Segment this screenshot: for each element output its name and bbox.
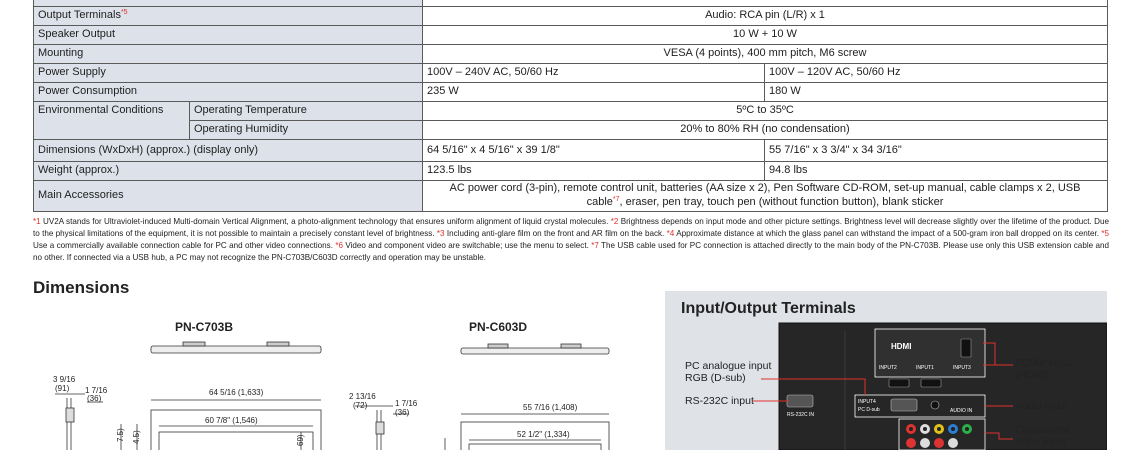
- hdmi-port-input1: [921, 379, 941, 387]
- footnote-mark: *7: [591, 241, 599, 250]
- spec-table: [33, 0, 1108, 212]
- row-label: Power Consumption: [34, 83, 423, 102]
- row-value-c603: 100V – 120V AC, 50/60 Hz: [765, 64, 1108, 83]
- spec-row-main-accessories: [34, 181, 1108, 212]
- spec-row-speaker-output: [34, 26, 1108, 45]
- row-value: 5ºC to 35ºC: [423, 102, 1108, 121]
- panel-label: AUDIO IN: [950, 408, 973, 414]
- row-label: Dimensions (WxDxH) (approx.) (display only): [34, 140, 423, 162]
- footnote-mark: *2: [610, 217, 619, 226]
- spec-row-weight: [34, 162, 1108, 181]
- row-sublabel: Operating Humidity: [190, 121, 423, 140]
- dim-label: 64 5/16 (1,633): [209, 388, 264, 397]
- dim-label: 69): [296, 434, 305, 446]
- dimensions-heading: Dimensions: [33, 278, 130, 297]
- row-value: 10 W + 10 W: [423, 26, 1108, 45]
- row-value: VESA (4 points), 400 mm pitch, M6 screw: [423, 45, 1108, 64]
- dim-label: 60 7/8" (1,546): [205, 416, 258, 425]
- spec-row-power-consumption: [34, 83, 1108, 102]
- panel-label: INPUT4: [858, 399, 876, 405]
- io-label-component: Component video input: [1015, 424, 1070, 448]
- dim-label: (91): [55, 384, 70, 393]
- spec-row-dimensions: [34, 140, 1108, 162]
- model-label-c703: PN-C703B: [175, 320, 234, 334]
- spec-row-mounting: [34, 45, 1108, 64]
- row-value-c703: 123.5 lbs: [423, 162, 765, 181]
- panel-label: INPUT2: [879, 365, 897, 371]
- row-value-c703: 235 W: [423, 83, 765, 102]
- row-sublabel: Operating Temperature: [190, 102, 423, 121]
- dim-label: (36): [395, 408, 410, 417]
- panel-label: INPUT3: [953, 365, 971, 371]
- footnote-text: Video and component video are switchable; use the menu to select.: [342, 241, 592, 250]
- footnote-ref: *7: [612, 196, 620, 203]
- row-value-c603: 180 W: [765, 83, 1108, 102]
- footnote-mark: *1: [33, 217, 41, 226]
- panel-label: INPUT1: [916, 365, 934, 371]
- row-label: Main Accessories: [34, 181, 423, 212]
- dim-label: 55 7/16 (1,408): [523, 403, 578, 412]
- c703-top-view: [151, 342, 321, 353]
- footnote-mark: *5: [1101, 229, 1110, 238]
- hdmi-port-input3: [961, 339, 971, 357]
- footnote-mark: *4: [666, 229, 675, 238]
- dim-label: 2 13/16: [349, 392, 376, 401]
- hdmi-logo: HDMI: [891, 342, 912, 351]
- footnote-text: UV2A stands for Ultraviolet-induced Multi-domain Vertical Alignment, a photo-alignment technology that ensures uniform alignment of liquid crystal molecules.: [40, 217, 611, 226]
- c603-top-view: [461, 344, 609, 354]
- dim-label: 7.5): [116, 428, 125, 442]
- row-value-c703: 64 5/16" x 4 5/16" x 39 1/8": [423, 140, 765, 162]
- footnote-mark: *6: [335, 241, 343, 250]
- footnote-text: Approximate distance at which the glass panel can withstand the impact of a 500-gram iron ball dropped on its center.: [674, 229, 1102, 238]
- row-value-c603: 94.8 lbs: [765, 162, 1108, 181]
- footnote-text: The USB cable used for PC connection is attached directly to the main body of the PN-C703B. Please use only this USB extension cable and no other. If connected via a USB hub, a PC may not recognize the PN-C703B/C603D correctly and operation may be unstable.: [33, 241, 1109, 262]
- io-label-pc-analogue: PC analogue input RGB (D-sub): [685, 360, 772, 384]
- footnote-text: Brightness depends on input mode and other picture settings. Brightness level will decrease slightly over the lifetime of the product. Due to the physical limitations of the equipment, it is not possible to maintain a precisely constant level of brightness.: [33, 217, 1109, 238]
- io-terminals-panel: [665, 291, 1107, 450]
- row-label: Mounting: [34, 45, 423, 64]
- io-label-pc-av-hdmi: PC/AV input (HDMI): [1015, 357, 1072, 381]
- hdmi-port-input2: [889, 379, 909, 387]
- dim-label: 52 1/2" (1,334): [517, 430, 570, 439]
- spec-row-operating-temperature: [34, 102, 1108, 121]
- accessories-line-2b: , eraser, pen tray, touch pen (without function button), blank sticker: [619, 196, 944, 208]
- row-label: Power Supply: [34, 64, 423, 83]
- spec-row-power-supply: [34, 64, 1108, 83]
- audio-port: [931, 401, 939, 409]
- model-label-c603: PN-C603D: [469, 320, 528, 334]
- dim-label: 1 7/16: [395, 399, 418, 408]
- row-label: Output Terminals: [38, 9, 121, 22]
- row-label: Weight (approx.): [34, 162, 423, 181]
- dim-label: 4.5): [132, 430, 141, 444]
- io-label-audio-input: Audio input: [1015, 400, 1068, 412]
- row-value-c603: 55 7/16" x 3 3/4" x 34 3/16": [765, 140, 1108, 162]
- row-label: Environmental Conditions: [34, 102, 190, 140]
- footnote-ref: *5: [120, 9, 128, 17]
- accessories-line-2a: cable: [586, 196, 613, 208]
- rs232c-port: [787, 395, 813, 407]
- dim-label: 1 7/16: [85, 386, 108, 395]
- row-value: Audio: RCA pin (L/R) x 1: [423, 7, 1108, 26]
- io-terminals-heading: Input/Output Terminals: [681, 300, 856, 317]
- footnote-text: Use a commercially available connection cable for PC and other video connections.: [33, 241, 336, 250]
- panel-label: PC D-sub: [858, 407, 880, 413]
- dimension-drawings: [33, 338, 633, 450]
- dim-label: (72): [353, 401, 368, 410]
- accessories-line-1: AC power cord (3-pin), remote control unit, batteries (AA size x 2), Pen Software CD-ROM, set-up manual, cable clamps x 2, USB: [449, 182, 1081, 195]
- footnote-mark: *3: [436, 229, 445, 238]
- c703-front-view: [121, 400, 321, 450]
- dim-label: (36): [87, 394, 102, 403]
- panel-label: RS-232C IN: [787, 412, 814, 418]
- row-value: 20% to 80% RH (no condensation): [423, 121, 1108, 140]
- io-label-rs232c: RS-232C input: [685, 395, 754, 407]
- spec-row-operating-humidity: [34, 121, 1108, 140]
- dsub-port: [891, 399, 917, 411]
- row-value-c703: 100V – 240V AC, 50/60 Hz: [423, 64, 765, 83]
- spec-row-output-terminals: [34, 7, 1108, 26]
- dim-label: 3 9/16: [53, 375, 76, 384]
- row-label: Speaker Output: [34, 26, 423, 45]
- footnotes: [33, 216, 1109, 264]
- footnote-text: Including anti-glare film on the front and AR film on the back.: [444, 229, 667, 238]
